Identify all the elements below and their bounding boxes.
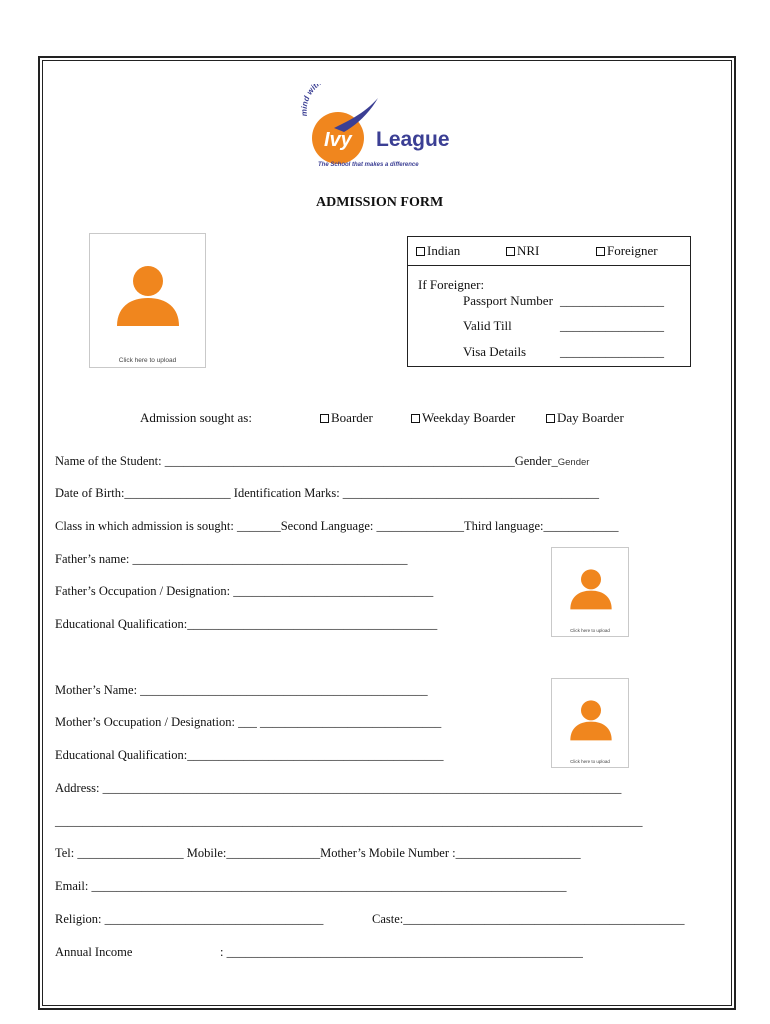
upload-caption: Click here to upload [118,357,177,364]
option-boarder[interactable]: Boarder [320,410,373,426]
checkbox-icon [320,414,329,423]
option-foreigner[interactable]: Foreigner [596,243,658,259]
option-indian[interactable]: Indian [416,243,460,259]
upload-caption: Click here to upload [570,759,610,764]
father-qualification-field[interactable]: Educational Qualification:________________________________________ [55,617,438,631]
valid-till-label: Valid Till [463,318,512,333]
phone-field[interactable]: Tel: _________________ Mobile:_______________Mother’s Mobile Number :____________________ [55,846,581,860]
passport-field[interactable]: ________________ [560,293,664,308]
upload-caption: Click here to upload [570,628,610,633]
divider [408,265,690,266]
person-icon [115,264,181,330]
email-field[interactable]: Email: ____________________________________________________________________________ [55,879,567,893]
class-language-field[interactable]: Class in which admission is sought: _______Second Language: ______________Third language:____________ [55,519,619,533]
option-day-boarder[interactable]: Day Boarder [546,410,624,426]
person-icon [569,699,613,743]
mother-qualification-field[interactable]: Educational Qualification:_________________________________________ [55,748,444,762]
student-name-field[interactable]: Name of the Student: ________________________________________________________Gender_Gender [55,454,590,468]
visa-label: Visa Details [463,344,527,359]
student-photo-upload[interactable] [89,233,206,368]
visa-field[interactable]: ________________ [560,344,664,359]
svg-text:Ivy: Ivy [324,129,352,151]
mother-photo-upload[interactable] [551,678,629,768]
father-photo-upload[interactable] [551,547,629,637]
svg-text:mind without fear: mind wit [299,84,320,117]
gender-select[interactable]: Gender [557,457,590,468]
caste-field[interactable]: Caste:_____________________________________________ [372,912,685,926]
checkbox-icon [416,247,425,256]
income-label: Annual Income [55,945,133,959]
father-occupation-field[interactable]: Father’s Occupation / Designation: ________________________________ [55,584,434,598]
income-field[interactable]: : _________________________________________________________ [220,945,583,959]
svg-text:The School that makes a differ: The School that makes a difference [318,162,419,168]
dob-marks-field[interactable]: Date of Birth:_________________ Identification Marks: _________________________________________ [55,486,600,500]
option-nri[interactable]: NRI [506,243,539,259]
passport-label: Passport Number [463,293,553,308]
checkbox-icon [506,247,515,256]
address-field-line-2[interactable]: ______________________________________________________________________________________________ [55,814,643,828]
address-field-line-1[interactable]: Address: ___________________________________________________________________________________ [55,781,622,795]
foreigner-header: If Foreigner: [418,277,485,292]
nationality-box [407,236,691,367]
logo-graphic [298,84,478,170]
svg-text:League: League [376,128,450,151]
school-logo [298,84,478,170]
admission-label: Admission sought as: [140,410,252,425]
checkbox-icon [411,414,420,423]
checkbox-icon [596,247,605,256]
valid-till-field[interactable]: ________________ [560,318,664,333]
father-name-field[interactable]: Father’s name: ____________________________________________ [55,552,408,566]
mother-occupation-field[interactable]: Mother’s Occupation / Designation: ___ _____________________________ [55,715,442,729]
checkbox-icon [546,414,555,423]
option-weekday-boarder[interactable]: Weekday Boarder [411,410,515,426]
form-title: ADMISSION FORM [316,195,444,210]
person-icon [569,568,613,612]
mother-name-field[interactable]: Mother’s Name: ______________________________________________ [55,683,428,697]
religion-field[interactable]: Religion: ___________________________________ [55,912,324,926]
